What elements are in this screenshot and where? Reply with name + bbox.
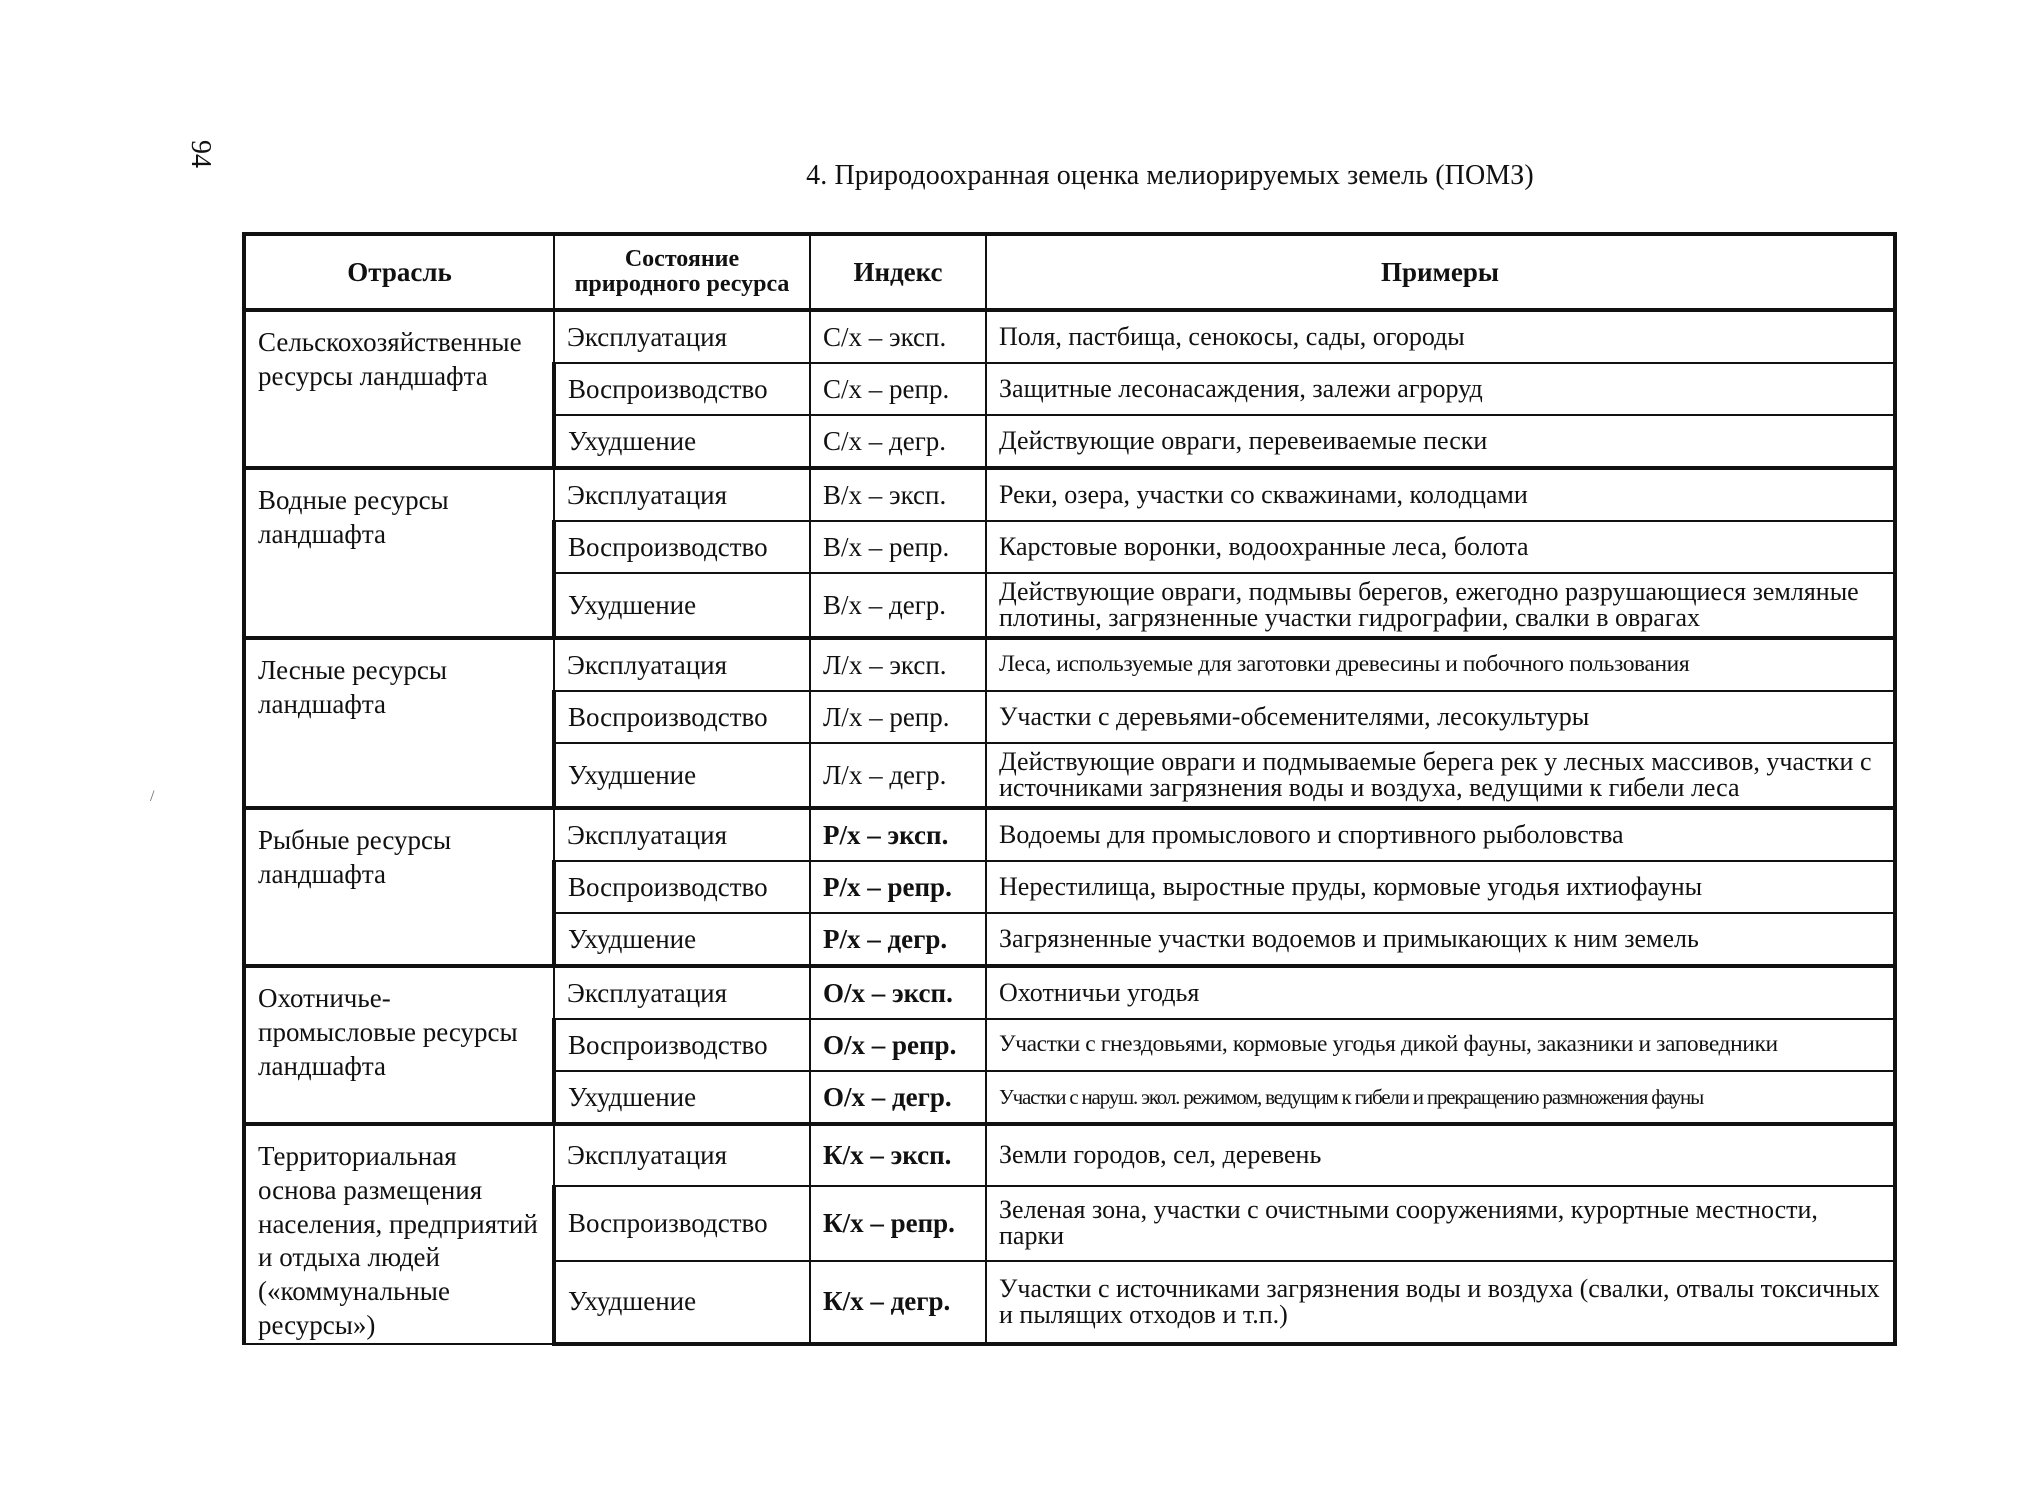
index-cell: С/х – дегр. [810,415,986,468]
example-cell: Охотничьи угодья [986,966,1895,1019]
index-cell: К/х – репр. [810,1186,986,1261]
branch-cell: Лесные ресурсы ландшафта [244,638,554,808]
example-cell: Участки с гнездовьями, кормовые угодья дикой фауны, заказники и заповедники [986,1019,1895,1071]
header-branch: Отрасль [244,234,554,310]
index-cell: В/х – эксп. [810,468,986,521]
example-cell: Защитные лесонасаждения, залежи агроруд [986,363,1895,415]
scan-speck: / [150,788,155,805]
example-cell: Участки с деревьями-обсеменителями, лесокультуры [986,691,1895,743]
index-cell: Л/х – дегр. [810,743,986,808]
example-cell: Загрязненные участки водоемов и примыкающих к ним земель [986,913,1895,966]
page-title: 4. Природоохранная оценка мелиорируемых земель (ПОМЗ) [806,160,1534,191]
state-cell: Воспроизводство [554,1019,810,1071]
example-cell: Карстовые воронки, водоохранные леса, болота [986,521,1895,573]
state-cell: Ухудшение [554,743,810,808]
index-cell: Л/х – эксп. [810,638,986,691]
example-cell: Земли городов, сел, деревень [986,1124,1895,1186]
branch-cell: Сельскохозяйственные ресурсы ландшафта [244,310,554,468]
example-cell: Водоемы для промыслового и спортивного рыболовства [986,808,1895,861]
state-cell: Эксплуатация [554,966,810,1019]
table-row [244,468,1895,521]
branch-cell: Охотничье-промысловые ресурсы ландшафта [244,966,554,1124]
state-cell: Ухудшение [554,1261,810,1344]
table-row [244,808,1895,861]
example-cell: Действующие овраги, перевеиваемые пески [986,415,1895,468]
index-cell: О/х – дегр. [810,1071,986,1124]
state-cell: Воспроизводство [554,1186,810,1261]
example-cell: Нерестилища, выростные пруды, кормовые угодья ихтиофауны [986,861,1895,913]
index-cell: Р/х – репр. [810,861,986,913]
state-cell: Эксплуатация [554,468,810,521]
state-cell: Воспроизводство [554,521,810,573]
state-cell: Эксплуатация [554,1124,810,1186]
example-cell: Действующие овраги и подмываемые берега рек у лесных массивов, участки с источниками загрязнения воды и воздуха, ведущими к гибели леса [986,743,1895,808]
state-cell: Ухудшение [554,573,810,638]
index-cell: О/х – эксп. [810,966,986,1019]
poмз-table [242,232,1897,1346]
example-cell: Участки с наруш. экол. режимом, ведущим к гибели и прекращению размножения фауны [986,1071,1895,1124]
page-number: 94 [185,140,216,168]
index-cell: О/х – репр. [810,1019,986,1071]
example-cell: Действующие овраги, подмывы берегов, ежегодно разрушающиеся земляные плотины, загрязненные участки гидрографии, свалки в оврагах [986,573,1895,638]
index-cell: В/х – дегр. [810,573,986,638]
table-row [244,966,1895,1019]
state-cell: Эксплуатация [554,638,810,691]
state-cell: Воспроизводство [554,861,810,913]
header-examples: Примеры [986,234,1895,310]
index-cell: С/х – репр. [810,363,986,415]
index-cell: С/х – эксп. [810,310,986,363]
index-cell: К/х – дегр. [810,1261,986,1344]
state-cell: Ухудшение [554,913,810,966]
state-cell: Эксплуатация [554,310,810,363]
table-row [244,1124,1895,1186]
table-row [244,638,1895,691]
example-cell: Реки, озера, участки со скважинами, колодцами [986,468,1895,521]
branch-cell: Водные ресурсы ландшафта [244,468,554,638]
example-cell: Зеленая зона, участки с очистными сооружениями, курортные местности, парки [986,1186,1895,1261]
index-cell: Р/х – дегр. [810,913,986,966]
state-cell: Эксплуатация [554,808,810,861]
state-cell: Ухудшение [554,1071,810,1124]
index-cell: К/х – эксп. [810,1124,986,1186]
branch-cell: Рыбные ресурсы ландшафта [244,808,554,966]
branch-cell: Территориальная основа размещения населения, предприятий и отдыха людей («коммунальные ресурсы») [244,1124,554,1344]
state-cell: Воспроизводство [554,691,810,743]
index-cell: Л/х – репр. [810,691,986,743]
header-state: Состояние природного ресурса [554,234,810,310]
index-cell: В/х – репр. [810,521,986,573]
table-header-row [244,234,1895,310]
header-index: Индекс [810,234,986,310]
state-cell: Ухудшение [554,415,810,468]
state-cell: Воспроизводство [554,363,810,415]
index-cell: Р/х – эксп. [810,808,986,861]
example-cell: Леса, используемые для заготовки древесины и побочного пользования [986,638,1895,691]
table-row [244,310,1895,363]
example-cell: Участки с источниками загрязнения воды и воздуха (свалки, отвалы токсичных и пылящих отходов и т.п.) [986,1261,1895,1344]
example-cell: Поля, пастбища, сенокосы, сады, огороды [986,310,1895,363]
